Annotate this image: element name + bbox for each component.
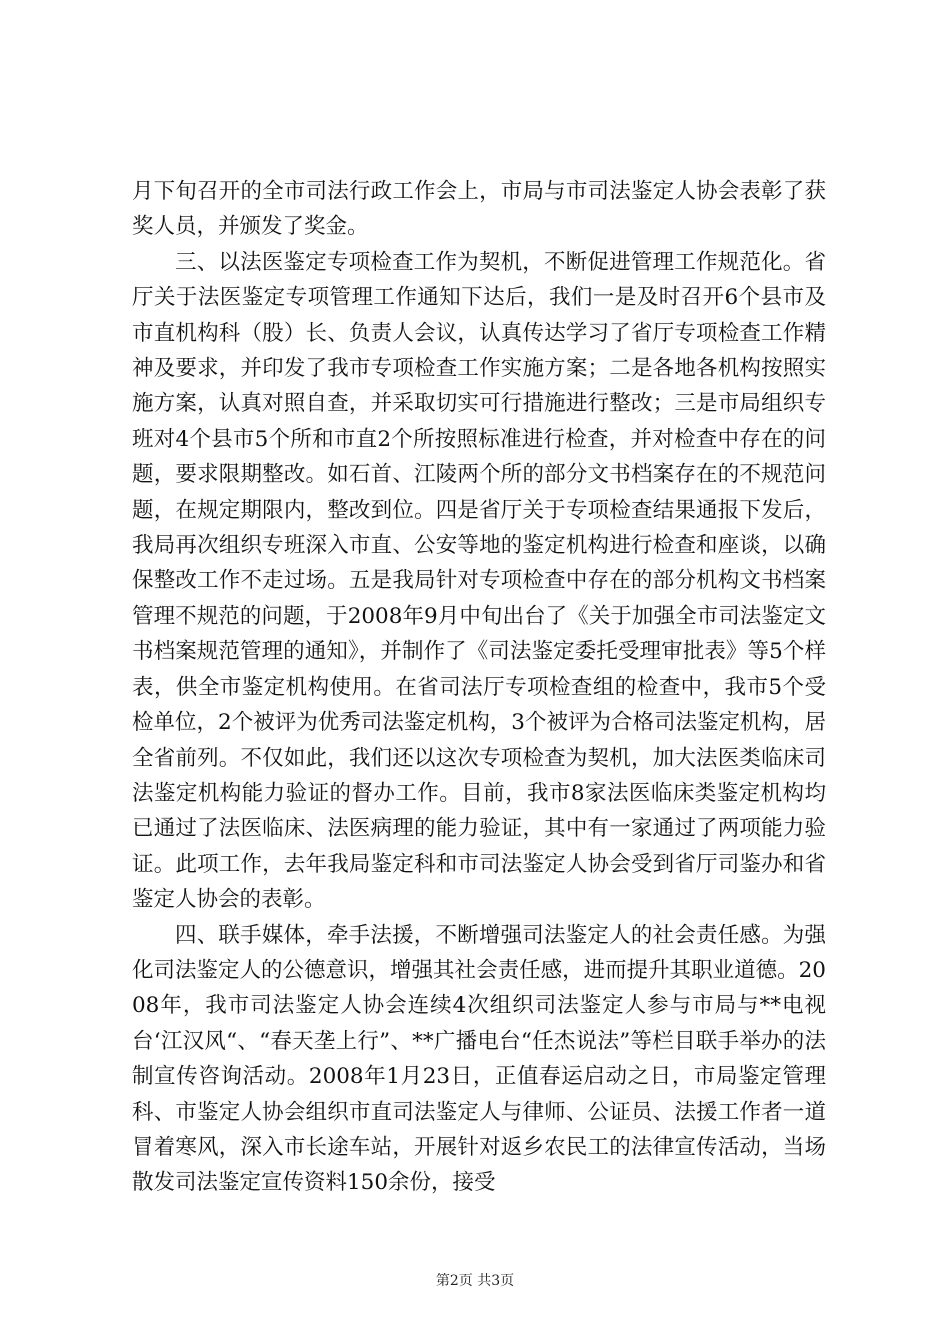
paragraph-section-four: 四、联手媒体，牵手法援，不断增强司法鉴定人的社会责任感。为强化司法鉴定人的公德意识，增强其社会责任感，进而提升其职业道德。2008年，我市司法鉴定人协会连续4次组织司法鉴定人参与市局与**电视台‘江汉风“、“春天垄上行”、**广播电台“任杰说法”等栏目联手举办的法制宣传咨询活动。2008年1月23日，正值春运启动之日，市局鉴定管理科、市鉴定人协会组织市直司法鉴定人与律师、公证员、法援工作者一道冒着寒风，深入市长途车站，开展针对返乡农民工的法律宣传活动，当场散发司法鉴定宣传资料150余份，接受 (132, 922, 826, 1196)
document-body (132, 174, 826, 1201)
page-footer: 第2页 共3页 (435, 1273, 515, 1289)
paragraph-continuation: 月下旬召开的全市司法行政工作会上，市局与市司法鉴定人协会表彰了获奖人员，并颁发了奖金。 (132, 179, 826, 240)
paragraph-section-three: 三、以法医鉴定专项检查工作为契机，不断促进管理工作规范化。省厅关于法医鉴定专项管理工作通知下达后，我们一是及时召开6个县市及市直机构科（股）长、负责人会议，认真传达学习了省厅专项检查工作精神及要求，并印发了我市专项检查工作实施方案；二是各地各机构按照实施方案，认真对照自查，并采取切实可行措施进行整改；三是市局组织专班对4个县市5个所和市直2个所按照标准进行检查，并对检查中存在的问题，要求限期整改。如石首、江陵两个所的部分文书档案存在的不规范问题，在规定期限内，整改到位。四是省厅关于专项检查结果通报下发后，我局再次组织专班深入市直、公安等地的鉴定机构进行检查和座谈，以确保整改工作不走过场。五是我局针对专项检查中存在的部分机构文书档案管理不规范的问题，于2008年9月中旬出台了《关于加强全市司法鉴定文书档案规范管理的通知》，并制作了《司法鉴定委托受理审批表》等5个样表，供全市鉴定机构使用。在省司法厅专项检查组的检查中，我市5个受检单位，2个被评为优秀司法鉴定机构，3个被评为合格司法鉴定机构，居全省前列。不仅如此，我们还以这次专项检查为契机，加大法医类临床司法鉴定机构能力验证的督办工作。目前，我市8家法医临床类鉴定机构均已通过了法医临床、法医病理的能力验证，其中有一家通过了两项能力验证。此项工作，去年我局鉴定科和市司法鉴定人协会受到省厅司鉴办和省鉴定人协会的表彰。 (132, 249, 826, 913)
